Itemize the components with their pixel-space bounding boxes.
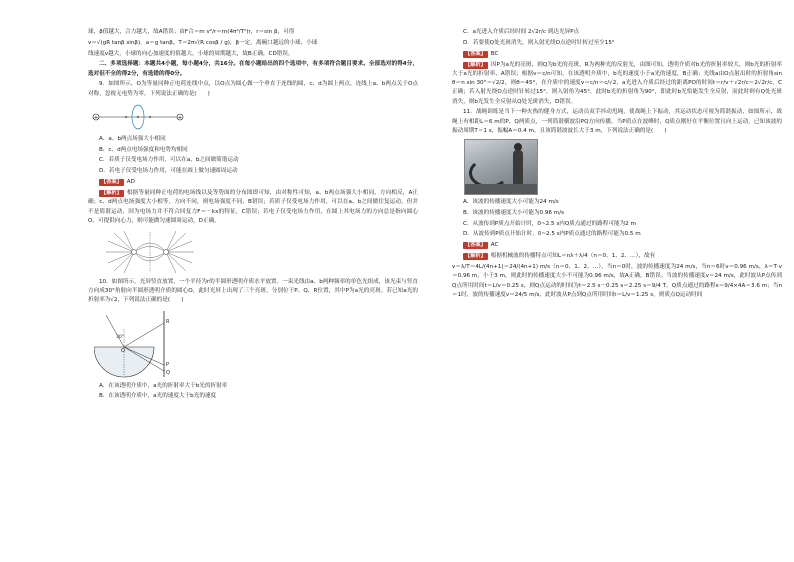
floor: [465, 184, 537, 194]
q9-answer: AD: [126, 178, 135, 185]
q9-option-a: A．a、b两点场强大小相同: [99, 135, 166, 142]
q10-answer: BC: [490, 50, 499, 57]
q11-option-b: B．该波的传播速度大小可能为0.96 m/s: [463, 209, 565, 216]
q10-option-c: C．a光进入介质后经时间 2√2r/c 到达光屏P点: [463, 29, 580, 35]
q9-field-lines-figure: [88, 229, 418, 275]
intro-line-3: 线速度v越大，小球的向心加速度的值越大，小球的周期越大，故B正确，CD错误。: [88, 50, 294, 57]
q10-answer-row: [463, 50, 782, 59]
q9-answer-row: [99, 178, 418, 187]
q11-option-a: A．该波的传播速度大小可能为24 m/s: [463, 199, 559, 206]
q9-analysis: 根据等量同种正电荷的电场线以及等势面的分布图即可知，由对称性可知，a、b两点场强大小相同，方向相反，A正确；c、d两点电场强度大小相等，方向不同，则电场强度不同，B错误；若质子仅受电场力作用，可以在a、b之间做往复运动，但并不是简谐运动，因为电场力并不符合回复力F＝－kx的特征，C错误；若电子仅受电场力作用，在圆上其电场力的方向总是指向圆心O，可提供向心力，则可能做匀速圆周运动，D正确。: [88, 190, 418, 224]
q10-label-p: P: [166, 361, 170, 368]
q10-option-b: B．在该透明介质中，a光的速度大于b光的速度: [99, 393, 217, 400]
q9-stem: 9．如图所示，O为等量同种正电荷连线中点，以O点为圆心做一个垂直于连线的圆，c、d为圆上两点，连线上a、b两点关于O点对称，忽视无电势为零，下列说法正确的是( ): [88, 81, 418, 97]
left-column: [88, 28, 418, 403]
right-column: [452, 28, 782, 302]
q11-answer-tag: 【答案】: [465, 242, 486, 249]
q9-answer-tag: 【答案】: [101, 178, 122, 185]
q9-charges-figure: [88, 102, 418, 132]
q10-label-q: Q: [166, 369, 170, 376]
q10-analysis: 因P为a光的亮斑，则Q为b光的亮斑，R为两种光的反射光，由图可知，透明介质对b光的折射率较大，则b光的折射率大于a光的折射率，A错误；根据v＝c/n可知，在该透明介质中，b光的速度小于a光的速度，B正确；光线a由O点射出时的折射角sin θ＝n sin 30°＝√2/2，则θ＝45°，在介质中的速度v＝c/n＝c/√2，a光进入介质后经过的距离PO的时间t＝r/v＋√2r/c＝2√2r/c，C正确；若入射光绕O点逆时针转过15°，则入射角为45°，此时b光的折射角为90°，即此时b光恰能发生全反射，而此时则有Q处光斑消失，则b光发生全反射从Q处光斑消失，D错误。: [452, 61, 782, 105]
athlete-body: [513, 150, 523, 186]
battle-rope-photo: [464, 139, 538, 195]
q11-analysis-1: 根据机械波的传播特点可知L＝nλ＋λ/4（n＝0、1、2、…），故有: [490, 253, 656, 260]
q11-analysis-2: v＝λ/T＝4L/(4n+1)＝24/(4n+1) m/s（n＝0、1、2、…），当n＝0时，波的传播速度为24 m/s，当n＝6时v＝0.96 m/s，λ＝T·v＝0.96 m，小于3 m，则此时的传播速度大小不可能为0.96 m/s，故A正确，B错误；当波的传播速度v＝24 m/s，此时波从P点传到Q点所用时间t＝L/v＝0.25 s，则Q点运动的时间为t＝2.5 s－0.25 s＝2.25 s＝9/4 T，Q质点通过的路程s＝9/4×4A＝3.6 m；当n＝1时，波的传播速度v＝24/5 m/s，此时波从P点到Q点所用时间t＝L/v＝1.25 s，则质点Q运动时间: [452, 264, 782, 298]
q10-option-d: D．若要使Q处光斑消失，则入射光绕O点逆时针转过至少15°: [463, 39, 615, 46]
q10-analysis-tag: 【解析】: [465, 61, 486, 68]
q11-analysis-tag: 【解析】: [465, 253, 486, 260]
q10-label-angle: 30°: [116, 334, 124, 340]
q11-answer: AC: [490, 242, 499, 249]
q10-answer-tag: 【答案】: [465, 50, 486, 57]
q11-answer-row: [463, 241, 782, 250]
q11-analysis-row: [452, 252, 782, 261]
q10-option-a: A．在该透明介质中，a光的折射率大于b光的折射率: [99, 382, 228, 389]
q11-option-c: C．从波传到P质点开始计时，0~2.5 s内Q质点通过的路程可能为2 m: [463, 220, 636, 227]
q9-option-d: D．若电子仅受电场力作用，可能在圆上做匀速圆周运动: [99, 168, 238, 175]
svg-text:+: +: [177, 114, 183, 121]
intro-line-1: 球，β值越大，合力越大，故A错误；由F合＝m v²/r＝m(4π²/T²)r，r＝sin β，可得: [88, 29, 295, 35]
q9-option-c: C．若质子仅受电场力作用，可以在a、b之间做简谐运动: [99, 157, 239, 164]
q11-option-d: D．从波传到P质点开始计时，0~2.5 s内P质点通过的路程可能为0.5 m: [463, 231, 641, 238]
q10-label-o: O: [121, 347, 125, 354]
q10-analysis-row: [452, 61, 782, 107]
svg-text:+: +: [93, 114, 99, 121]
section-heading: 二、多项选择题：本题共4小题，每小题4分，共16分。在每小题给出的四个选项中，有多项符合题目要求。全部选对的得4分，选对但不全的得2分，有选错的得0分。: [88, 61, 418, 77]
q10-stem: 10．如图所示，光屏竖直放置，一个半径为r的半圆形透明介质水平放置。一束光线由a、b两种频率的单色光组成，该光束与竖直方向成30°角射向半圆形透明介质的圆心O，此时光屏上出现了三个亮斑，分别位于P、Q、R位置，其中P为a光的亮斑。若已知a光的折射率为√2，下列说法正确的是( ): [88, 279, 418, 304]
intro-line-2: v＝√(gR tanβ sinβ)，a＝g tanβ，T＝2π√(R cosβ / g)，β一定，离碗口越远的小球，小球: [88, 39, 318, 46]
q11-stem: 11．战绳训练是当下一种火热的健身方式，运动员双手抖动甩绳，使战绳上下振动，其运动状态可视为简谐振动，如图所示，战绳上有相距L＝6 m的P、Q两质点，一列简谐横波沿PQ方向传播，当P质点在波峰时，Q质点刚好在平衡位置且向上运动，已知该波的振动周期T＝1 s，振幅A＝0.4 m，且该简谐波波长大于3 m，下列说法正确的是( ): [452, 109, 782, 134]
q10-optics-figure: [88, 309, 418, 379]
q9-option-b: B．c、d两点电场强度和电势均相同: [99, 146, 188, 153]
q9-analysis-row: [88, 189, 418, 226]
q9-analysis-tag: 【解析】: [101, 190, 122, 197]
q10-label-r: R: [166, 318, 170, 325]
